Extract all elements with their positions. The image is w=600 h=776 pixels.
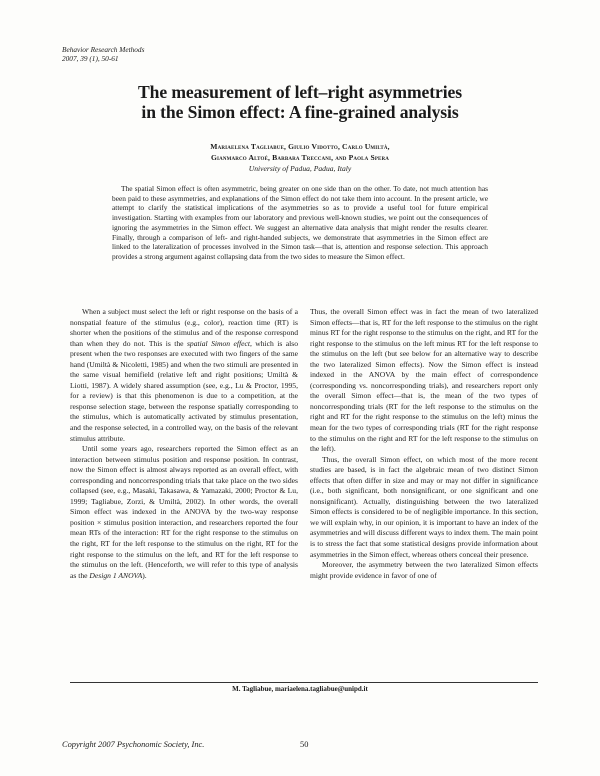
body-paragraph: Thus, the overall Simon effect, on which most of the more recent studies are based, is in fact the algebraic mean of two distinct Simon effects that often differ in size and may or may not differ in significance (i.e., both significant, both nonsignificant, or one significant and one nonsignificant). Actually, distinguishing between the two lateralized Simon effects is considered to be of negligible importance. In this section, we will explain why, in our opinion, it is important to have an index of the asymmetries and will discuss different ways to index them. The main point is to stress the fact that some statistical designs provide information about asymmetries in the Simon effect, whereas others conceal their presence. (310, 454, 538, 559)
author-list (0, 141, 600, 163)
correspondence-note: M. Tagliabue, mariaelena.tagliabue@unipd.it (232, 685, 368, 693)
body-column-left (70, 307, 298, 581)
text-run: ). (142, 570, 147, 580)
journal-name: Behavior Research Methods (62, 45, 145, 54)
copyright-notice: Copyright 2007 Psychonomic Society, Inc. (62, 740, 205, 749)
authors-line-2: Gianmarco Altoé, Barbara Treccani, and Paola Spera (210, 153, 390, 162)
title-line-1: The measurement of left–right asymmetries (138, 82, 462, 102)
page-number: 50 (300, 740, 309, 749)
affiliation: University of Padua, Padua, Italy (248, 164, 352, 173)
body-paragraph: Moreover, the asymmetry between the two lateralized Simon effects might provide evidence in favor of one of (310, 560, 538, 580)
journal-header (62, 45, 144, 63)
text-run: , which is also present when the two responses are executed with two fingers of the same hand (Umiltà & Nicoletti, 1985) and when the two stimuli are presented in the same visual hemifield (relative left and right positions; Umiltà & Liotti, 1987). A widely shared assumption (see, e.g., Lu & Proctor, 1995, for a review) is that this phenomenon is due to a competition, at the response selection stage, between the response spatially corresponding to the stimulus, which is automatically activated by stimulus presentation, and the response selected, in a controlled way, on the basis of the relevant stimulus attribute. (70, 338, 298, 443)
text-run: When a subject must select the left or right response on the basis of a nonspatial feature of the stimulus (e.g., color), reaction time (RT) is shorter when the positions of the stimulus and of the response correspond than when they do not. This is the (70, 307, 298, 348)
body-paragraph (70, 444, 298, 581)
emphasis-term: Design 1 ANOVA (89, 570, 143, 580)
abstract: The spatial Simon effect is often asymmetric, being greater on one side than on the other. To date, not much attention has been paid to these asymmetries, and explanations of the Simon effect do not take them into account. In the present article, we attempt to clarify the statistical implications of the asymmetries so as to provide a useful tool for future empirical investigation. Starting with examples from our laboratory and previous well-known studies, we point out the consequences of ignoring the asymmetries in the Simon effect. We suggest an alternative data analysis that might render the results clearer. Finally, through a comparison of left- and right-handed subjects, we demonstrate that asymmetries in the Simon effect are linked to the lateralization of processes involved in the Simon task—that is, attention and response selection. This approach provides a strong argument against collapsing data from the two sides to measure the Simon effect. (112, 184, 488, 261)
body-paragraph (70, 307, 298, 444)
journal-citation: 2007, 39 (1), 50-61 (62, 54, 119, 63)
text-run: Until some years ago, researchers reported the Simon effect as an interaction between stimulus position and response position. In contrast, now the Simon effect is almost always reported as an overall effect, with corresponding and noncorresponding trials that take place on the two sides collapsed (see, e.g., Masaki, Takasawa, & Yamazaki, 2000; Proctor & Lu, 1999; Tagliabue, Zorzi, & Umiltà, 2002). In other words, the overall Simon effect was indexed in the ANOVA by the two-way response position × stimulus position interaction, and researchers reported the four mean RTs of the interaction: RT for the right response to the stimulus on the right, RT for the left response to the stimulus on the right, RT for the right response to the stimulus on the left, and RT for the left response to the stimulus on the left. (Henceforth, we will refer to this type of analysis as the (70, 444, 298, 580)
authors-line-1: Mariaelena Tagliabue, Giulio Vidotto, Carlo Umiltà, (210, 142, 390, 151)
emphasis-term: spatial Simon effect (186, 338, 250, 348)
body-column-right (310, 307, 538, 581)
title-line-2: in the Simon effect: A fine-grained analysis (141, 102, 459, 122)
article-title (0, 82, 600, 122)
body-paragraph: Thus, the overall Simon effect was in fact the mean of two lateralized Simon effects—that is, RT for the left response to the stimulus on the right minus RT for the right response to the stimulus on the right, and RT for the right response to the stimulus on the left minus RT for the left response to the stimulus on the left (but see below for an alternative way to describe the two lateralized Simon effects). Now the Simon effect is instead indexed in the ANOVA by the main effect of correspondence (corresponding vs. noncorresponding trials), and researchers report only the overall Simon effect—that is, the mean of the two types of noncorresponding trials (RT for the left response to the stimulus on the right and RT for the right response to the stimulus on the left) minus the mean for the two types of corresponding trials (RT for the right response to the stimulus on the right and RT for the left response to the stimulus on the left). (310, 307, 538, 454)
footnote-divider (70, 682, 538, 683)
